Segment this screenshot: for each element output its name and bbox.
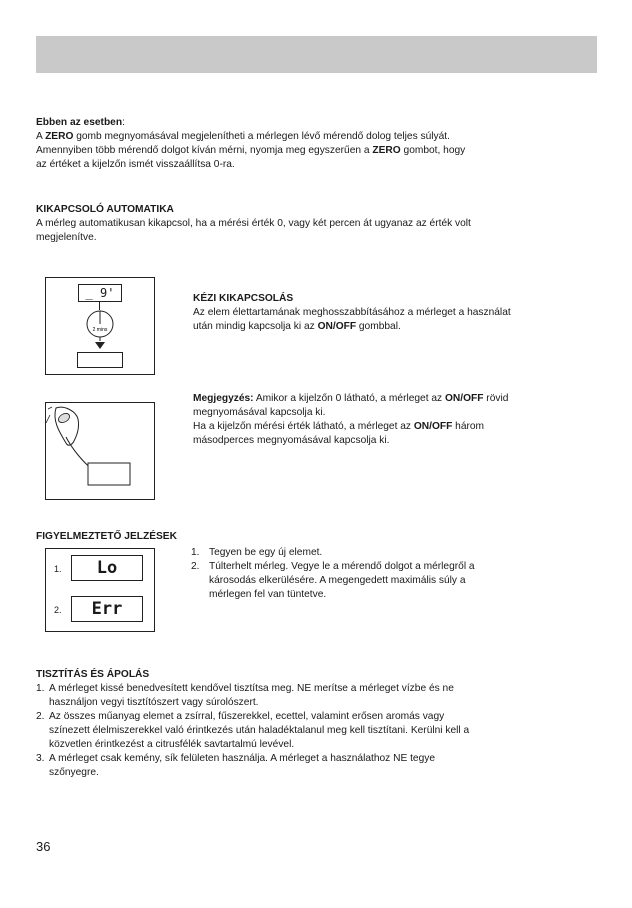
intro-heading: Ebben az esetben	[36, 117, 123, 128]
page-number: 36	[36, 839, 51, 854]
note-line-2: megnyomásával kapcsolja ki.	[193, 407, 326, 418]
intro-section	[36, 116, 606, 172]
arrow-down-icon	[95, 342, 105, 350]
item-text: károsodás elkerülésére. A megengedett maximális súly a	[209, 575, 466, 586]
warning-displays-figure	[45, 548, 155, 632]
timer-label: 2 mins	[92, 327, 108, 333]
list-item	[191, 546, 611, 560]
note-line-4: másodperces megnyomásával kapcsolja ki.	[193, 435, 390, 446]
blank-display	[77, 352, 123, 368]
auto-off-line-2: megjelenítve.	[36, 232, 97, 243]
item-text: használjon vegyi tisztítószert vagy súrolószert.	[49, 697, 259, 708]
auto-off-line-1: A mérleg automatikusan kikapcsol, ha a mérési érték 0, vagy két percen át ugyanaz az érték volt	[36, 218, 471, 229]
item-text: közvetlen érintkezést a citrusfélék savtartalmú levével.	[49, 739, 295, 750]
item-text: Túlterhelt mérleg. Vegye le a mérendő dolgot a mérlegről a	[209, 561, 475, 572]
manual-off-section	[193, 292, 603, 334]
item-text: Tegyen be egy új elemet.	[209, 547, 323, 558]
intro-line-2: Amennyiben több mérendő dolgot kíván mérni, nyomja meg egyszerűen a ZERO gombot, hogy	[36, 145, 466, 156]
cleaning-heading: TISZTÍTÁS ÉS ÁPOLÁS	[36, 669, 150, 680]
item-number: 1.	[36, 683, 45, 694]
scale-display-figure	[45, 277, 155, 375]
item-text: szőnyegre.	[49, 767, 99, 778]
item-text: színezett élelmiszerekkel való érintkezés után haladéktalanul meg kell tisztítani. Kerülni kell a	[49, 725, 470, 736]
auto-off-section	[36, 203, 606, 245]
list-item	[191, 560, 611, 602]
list-item	[36, 682, 611, 710]
intro-line-1: A ZERO gomb megnyomásával megjelenítheti a mérlegen lévő mérendő dolog teljes súlyát.	[36, 131, 450, 142]
note-line-1: Megjegyzés: Amikor a kijelzőn 0 látható, a mérleget az ON/OFF rövid	[193, 393, 509, 404]
manual-off-line-1: Az elem élettartamának meghosszabbításához a mérleget a használat	[193, 307, 511, 318]
lcd-readout: _ 9'	[78, 284, 122, 302]
button-press-figure	[45, 402, 155, 500]
item-text: A mérleget csak kemény, sík felületen használja. A mérleget a használathoz NE tegye	[49, 753, 436, 764]
manual-off-line-2: után mindig kapcsolja ki az ON/OFF gombbal.	[193, 321, 401, 332]
manual-off-heading: KÉZI KIKAPCSOLÁS	[193, 293, 294, 304]
list-item	[36, 752, 611, 780]
auto-off-heading: KIKAPCSOLÓ AUTOMATIKA	[36, 204, 174, 215]
list-item	[36, 710, 611, 752]
item-text: Az összes műanyag elemet a zsírral, fűszerekkel, ecettel, valamint erősen aromás vagy	[49, 711, 445, 722]
item-text: mérlegen fel van tüntetve.	[209, 589, 327, 600]
note-section	[193, 392, 608, 448]
warnings-heading: FIGYELMEZTETŐ JELZÉSEK	[36, 531, 177, 542]
warnings-list	[191, 546, 611, 602]
intro-colon: :	[122, 117, 125, 128]
lcd-err: Err	[71, 596, 143, 622]
item-text: A mérleget kissé benedvesített kendővel tisztítsa meg. NE merítse a mérleget vízbe és ne	[49, 683, 454, 694]
timer-icon	[84, 308, 116, 342]
header-bar	[36, 36, 597, 73]
finger-press-icon	[46, 403, 154, 499]
cleaning-list	[36, 682, 611, 780]
item-number: 1.	[191, 547, 200, 558]
item-number: 3.	[36, 753, 45, 764]
display-index-2: 2.	[54, 605, 62, 615]
display-index-1: 1.	[54, 564, 62, 574]
item-number: 2.	[191, 561, 200, 572]
lcd-lo: Lo	[71, 555, 143, 581]
item-number: 2.	[36, 711, 45, 722]
intro-line-3: az értéket a kijelzőn ismét visszaállítsa 0-ra.	[36, 159, 235, 170]
note-line-3: Ha a kijelzőn mérési érték látható, a mérleget az ON/OFF három	[193, 421, 485, 432]
